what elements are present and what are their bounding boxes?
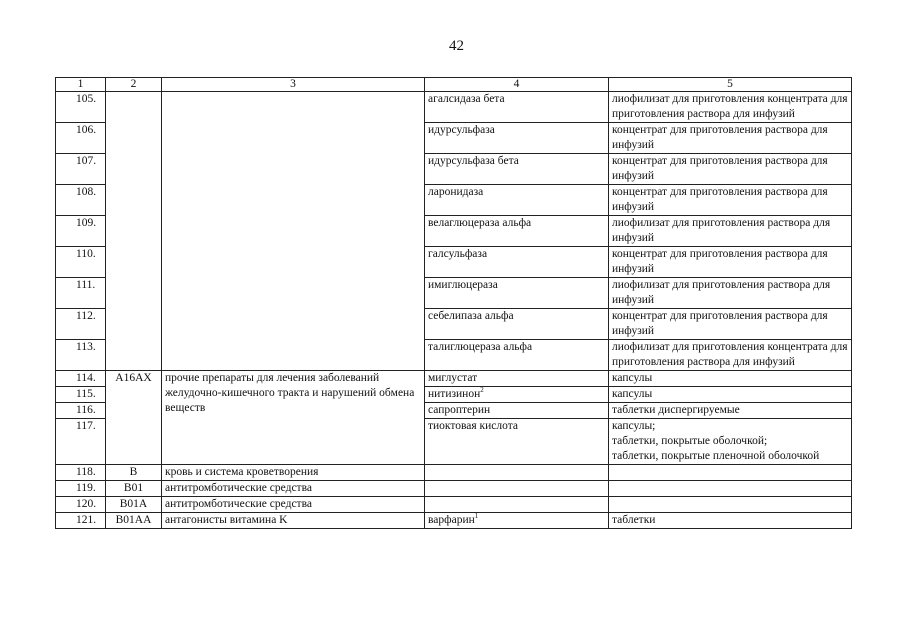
drug-name: велаглюцераза альфа xyxy=(425,216,609,247)
table-row xyxy=(56,465,852,481)
dosage-form: таблетки xyxy=(609,513,852,529)
atc-code: B01AA xyxy=(106,513,162,529)
drug-name: талиглюцераза альфа xyxy=(425,340,609,371)
drug-name: варфарин xyxy=(428,514,475,526)
row-number: 116. xyxy=(56,403,106,419)
footnote-mark: 2 xyxy=(480,386,484,395)
dosage-form: лиофилизат для приготовления раствора для инфузий xyxy=(609,216,852,247)
drug-name-cell xyxy=(425,387,609,403)
row-number: 111. xyxy=(56,278,106,309)
dosage-form: капсулы xyxy=(609,371,852,387)
dosage-form: концентрат для приготовления раствора для инфузий xyxy=(609,309,852,340)
row-number: 114. xyxy=(56,371,106,387)
dosage-form: лиофилизат для приготовления раствора для инфузий xyxy=(609,278,852,309)
drug-name: имиглюцераза xyxy=(425,278,609,309)
drug-name: миглустат xyxy=(425,371,609,387)
atc-code: B01A xyxy=(106,497,162,513)
atc-code-cell xyxy=(106,92,162,371)
header-col-2: 2 xyxy=(106,78,162,92)
dosage-form xyxy=(609,497,852,513)
drug-name: себелипаза альфа xyxy=(425,309,609,340)
atc-group: антитромботические средства xyxy=(162,497,425,513)
row-number: 119. xyxy=(56,481,106,497)
row-number: 106. xyxy=(56,123,106,154)
header-col-5: 5 xyxy=(609,78,852,92)
drug-list-table xyxy=(55,77,852,529)
dosage-form: лиофилизат для приготовления концентрата для приготовления раствора для инфузий xyxy=(609,340,852,371)
atc-group-cell xyxy=(162,92,425,371)
header-col-1: 1 xyxy=(56,78,106,92)
dosage-form: лиофилизат для приготовления концентрата для приготовления раствора для инфузий xyxy=(609,92,852,123)
table-row xyxy=(56,481,852,497)
table-row xyxy=(56,92,852,123)
dosage-form: концентрат для приготовления раствора для инфузий xyxy=(609,185,852,216)
dosage-form xyxy=(609,465,852,481)
atc-group: антагонисты витамина K xyxy=(162,513,425,529)
row-number: 112. xyxy=(56,309,106,340)
row-number: 120. xyxy=(56,497,106,513)
table-row xyxy=(56,371,852,387)
drug-name: агалсидаза бета xyxy=(425,92,609,123)
page-number: 42 xyxy=(449,38,464,54)
drug-name xyxy=(425,497,609,513)
row-number: 115. xyxy=(56,387,106,403)
header-col-4: 4 xyxy=(425,78,609,92)
row-number: 109. xyxy=(56,216,106,247)
dosage-form: капсулы; таблетки, покрытые оболочкой; таблетки, покрытые пленочной оболочкой xyxy=(609,419,852,465)
drug-name: галсульфаза xyxy=(425,247,609,278)
row-number: 117. xyxy=(56,419,106,465)
row-number: 105. xyxy=(56,92,106,123)
drug-name: идурсульфаза бета xyxy=(425,154,609,185)
row-number: 108. xyxy=(56,185,106,216)
dosage-form: капсулы xyxy=(609,387,852,403)
atc-group: кровь и система кроветворения xyxy=(162,465,425,481)
table-row xyxy=(56,513,852,529)
atc-group: прочие препараты для лечения заболеваний желудочно-кишечного тракта и нарушений обмена веществ xyxy=(162,371,425,465)
row-number: 113. xyxy=(56,340,106,371)
row-number: 121. xyxy=(56,513,106,529)
row-number: 110. xyxy=(56,247,106,278)
dosage-form: таблетки диспергируемые xyxy=(609,403,852,419)
drug-name-cell xyxy=(425,513,609,529)
row-number: 118. xyxy=(56,465,106,481)
dosage-form: концентрат для приготовления раствора для инфузий xyxy=(609,123,852,154)
drug-name xyxy=(425,481,609,497)
dosage-form xyxy=(609,481,852,497)
table-header-row xyxy=(56,78,852,92)
dosage-form: концентрат для приготовления раствора для инфузий xyxy=(609,247,852,278)
drug-name xyxy=(425,465,609,481)
atc-code: B xyxy=(106,465,162,481)
atc-group: антитромботические средства xyxy=(162,481,425,497)
drug-name: нитизинон xyxy=(428,388,481,400)
atc-code: A16AX xyxy=(106,371,162,465)
drug-name: тиоктовая кислота xyxy=(425,419,609,465)
drug-name: идурсульфаза xyxy=(425,123,609,154)
dosage-form: концентрат для приготовления раствора для инфузий xyxy=(609,154,852,185)
footnote-mark: 1 xyxy=(474,512,479,521)
drug-name: сапроптерин xyxy=(425,403,609,419)
table-row xyxy=(56,497,852,513)
drug-name: ларонидаза xyxy=(425,185,609,216)
row-number: 107. xyxy=(56,154,106,185)
header-col-3: 3 xyxy=(162,78,425,92)
atc-code: B01 xyxy=(106,481,162,497)
